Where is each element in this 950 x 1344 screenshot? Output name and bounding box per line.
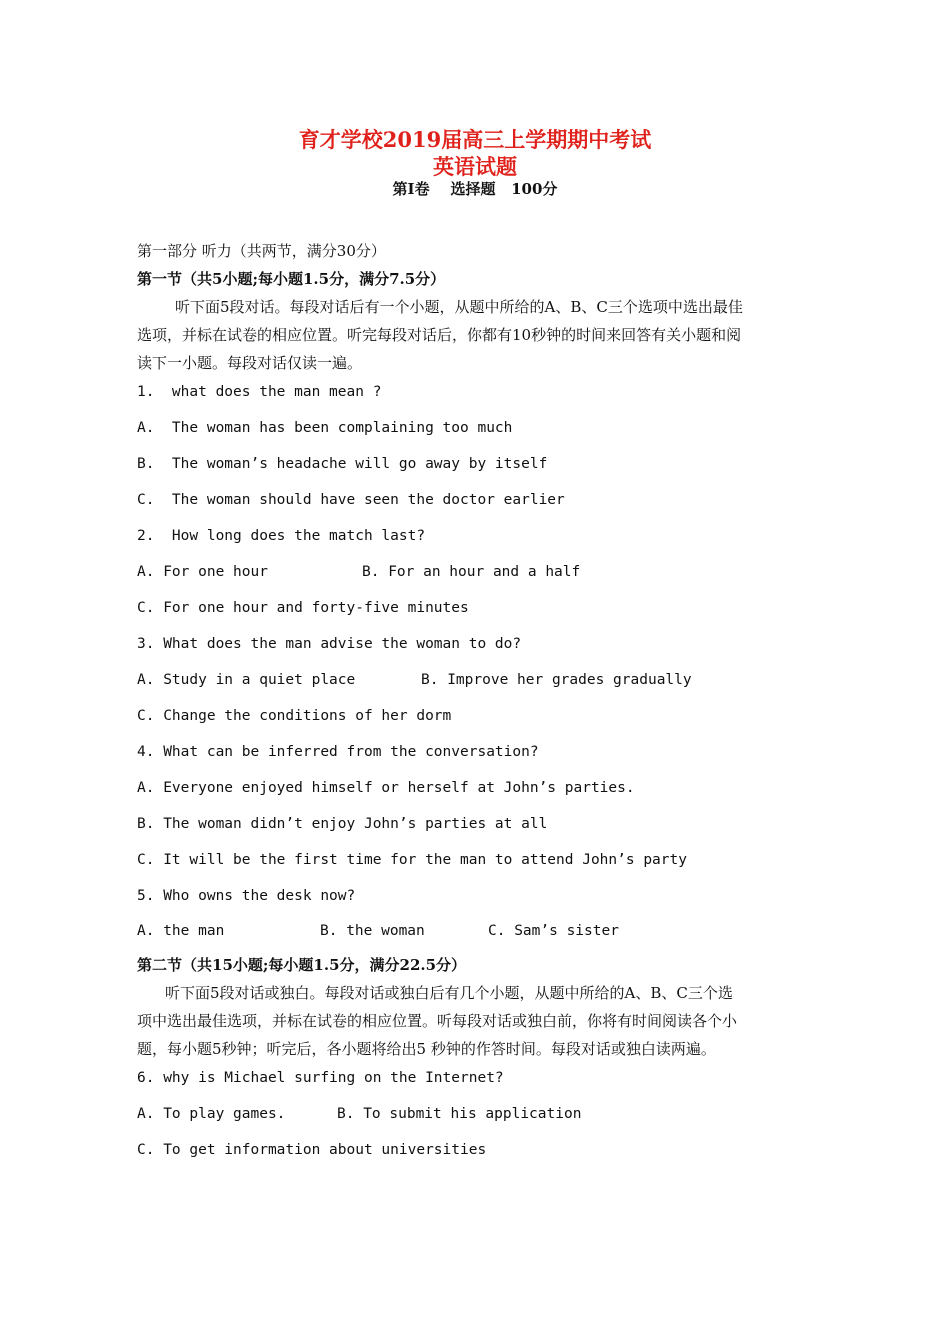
q3-option-a: A. Study in a quiet place <box>137 672 356 688</box>
section2-heading: 第二节（共15小题;每小题1.5分，满分22.5分） <box>137 956 467 974</box>
q6-stem: 6. why is Michael surfing on the Internet? <box>137 1070 504 1086</box>
q1-option-b: B. The woman’s headache will go away by itself <box>137 456 548 472</box>
q2-option-b: B. For an hour and a half <box>362 564 581 580</box>
q5-option-c: C. Sam’s sister <box>488 923 619 939</box>
section1-instructions-line2: 选项，并标在试卷的相应位置。听完每段对话后，你都有10秒钟的时间来回答有关小题和阅 <box>137 326 742 344</box>
q4-option-b: B. The woman didn’t enjoy John’s parties at all <box>137 816 548 832</box>
exam-subject-title: 英语试题 <box>433 154 517 179</box>
part1-heading: 第一部分 听力（共两节，满分30分） <box>137 242 386 260</box>
section2-instructions-line3: 题，每小题5秒钟；听完后，各小题将给出5 秒钟的作答时间。每段对话或独白读两遍。 <box>137 1040 716 1058</box>
section1-heading: 第一节（共5小题;每小题1.5分，满分7.5分） <box>137 270 446 288</box>
q4-option-a: A. Everyone enjoyed himself or herself at John’s parties. <box>137 780 635 796</box>
section1-instructions-line1: 听下面5段对话。每段对话后有一个小题，从题中所给的A、B、C三个选项中选出最佳 <box>175 298 743 316</box>
exam-title: 育才学校2019届高三上学期期中考试 <box>298 127 652 152</box>
section2-instructions-line1: 听下面5段对话或独白。每段对话或独白后有几个小题，从题中所给的A、B、C三个选 <box>165 984 733 1002</box>
section2-instructions-line2: 项中选出最佳选项，并标在试卷的相应位置。听每段对话或独白前，你将有时间阅读各个小 <box>137 1012 738 1030</box>
q1-stem: 1. what does the man mean ? <box>137 384 382 400</box>
q3-option-b: B. Improve her grades gradually <box>421 672 692 688</box>
q2-stem: 2. How long does the match last? <box>137 528 426 544</box>
q5-stem: 5. Who owns the desk now? <box>137 888 356 904</box>
q6-option-a: A. To play games. <box>137 1106 286 1122</box>
q1-option-c: C. The woman should have seen the doctor earlier <box>137 492 565 508</box>
volume-heading: 第Ⅰ卷 选择题 100分 <box>392 180 558 198</box>
q5-option-b: B. the woman <box>320 923 425 939</box>
q1-option-a: A. The woman has been complaining too much <box>137 420 513 436</box>
q3-stem: 3. What does the man advise the woman to do? <box>137 636 522 652</box>
section1-instructions-line3: 读下一小题。每段对话仅读一遍。 <box>137 354 363 372</box>
q4-stem: 4. What can be inferred from the conversation? <box>137 744 539 760</box>
q6-option-c: C. To get information about universities <box>137 1142 487 1158</box>
q2-option-c: C. For one hour and forty-five minutes <box>137 600 469 616</box>
q5-option-a: A. the man <box>137 923 225 939</box>
q2-option-a: A. For one hour <box>137 564 268 580</box>
q6-option-b: B. To submit his application <box>337 1106 582 1122</box>
q3-option-c: C. Change the conditions of her dorm <box>137 708 452 724</box>
q4-option-c: C. It will be the first time for the man to attend John’s party <box>137 852 687 868</box>
